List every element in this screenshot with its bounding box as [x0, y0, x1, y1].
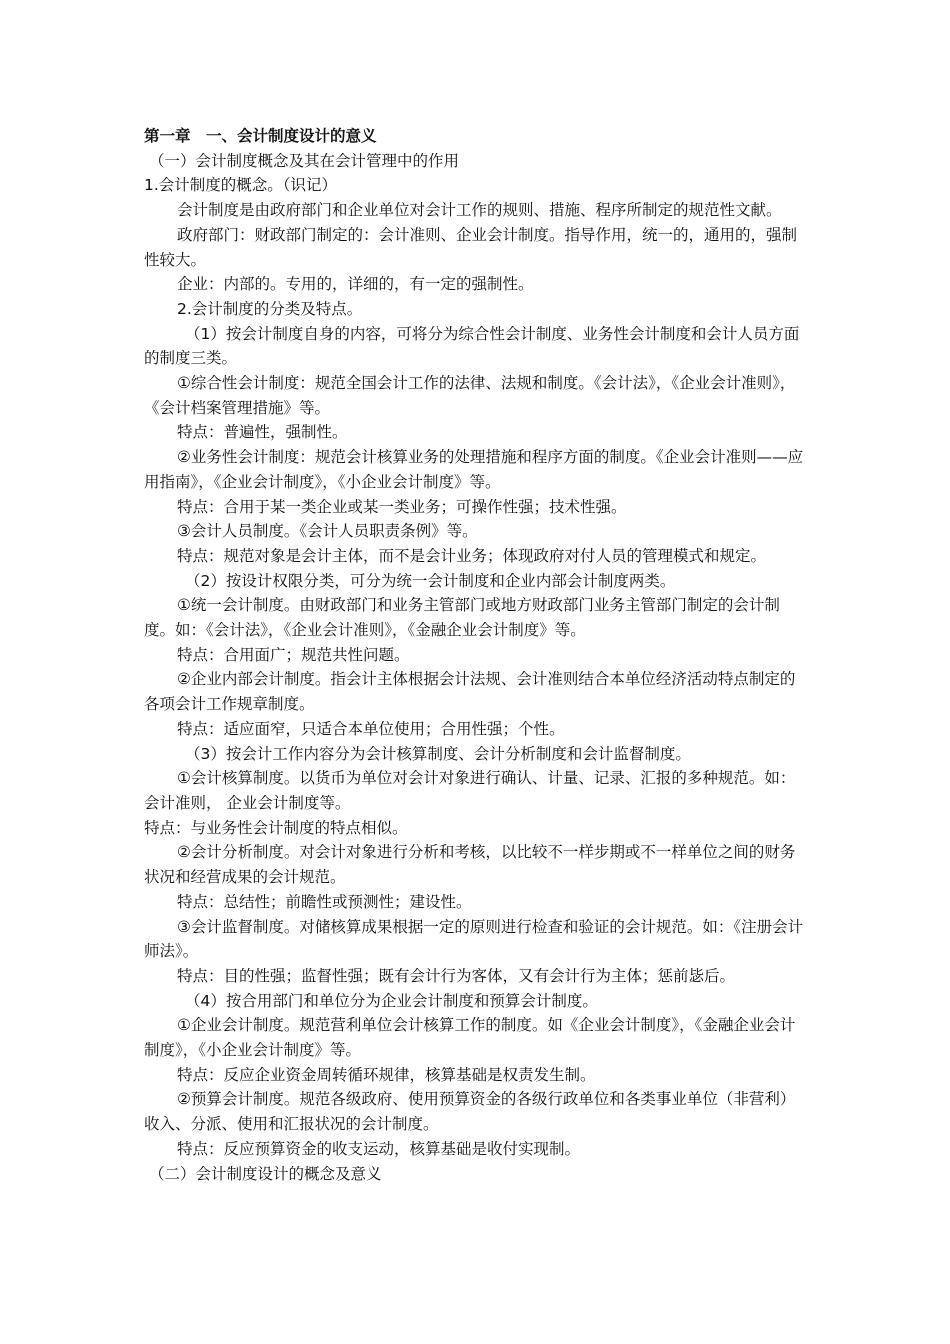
- paragraph: ③会计人员制度。《会计人员职责条例》等。: [177, 522, 478, 541]
- paragraph: 特点：规范对象是会计主体，而不是会计业务；体现政府对付人员的管理模式和规定。: [177, 546, 767, 565]
- paragraph: ②企业内部会计制度。指会计主体根据会计法规、会计准则结合本单位经济活动特点制定的各项会计工作规章制度。: [144, 670, 796, 714]
- paragraph: 特点：目的性强；监督性强；既有会计行为客体，又有会计行为主体；惩前毖后。: [177, 966, 736, 985]
- paragraph: ②预算会计制度。规范各级政府、使用预算资金的各级行政单位和各类事业单位（非营利）收入、分派、使用和汇报状况的会计制度。: [144, 1090, 796, 1134]
- paragraph: （1）按会计制度自身的内容，可将分为综合性会计制度、业务性会计制度和会计人员方面的制度三类。: [144, 324, 800, 368]
- paragraph: 特点：合用面广；规范共性问题。: [177, 645, 410, 664]
- document-body: [144, 149, 809, 1187]
- paragraph: ②业务性会计制度：规范会计核算业务的处理措施和程序方面的制度。《企业会计准则——应用指南》，《企业会计制度》，《小企业会计制度》等。: [144, 448, 804, 491]
- paragraph: （一）会计制度概念及其在会计管理中的作用: [149, 151, 460, 170]
- document-page: [144, 124, 809, 1186]
- paragraph: 会计制度是由政府部门和企业单位对会计工作的规则、措施、程序所制定的规范性文献。: [177, 201, 782, 220]
- paragraph: （3）按会计工作内容分为会计核算制度、会计分析制度和会计监督制度。: [185, 744, 691, 763]
- paragraph: ①会计核算制度。以货币为单位对会计对象进行确认、计量、记录、汇报的多种规范。如：会计准则， 企业会计制度等。: [144, 769, 796, 812]
- paragraph: 2.会计制度的分类及特点。: [177, 299, 363, 318]
- paragraph: 特点：反应预算资金的收支运动，核算基础是收付实现制。: [177, 1139, 581, 1158]
- paragraph: ①企业会计制度。规范营利单位会计核算工作的制度。如《企业会计制度》，《金融企业会计制度》，《小企业会计制度》等。: [144, 1016, 796, 1060]
- paragraph: 1.会计制度的概念。（识记）: [144, 176, 338, 195]
- paragraph: 企业：内部的。专用的，详细的，有一定的强制性。: [177, 275, 534, 294]
- paragraph: 特点：与业务性会计制度的特点相似。: [144, 818, 408, 837]
- paragraph: ①综合性会计制度：规范全国会计工作的法律、法规和制度。《会计法》，《企业会计准则》，《会计档案管理措施》等。: [144, 374, 796, 417]
- paragraph: 特点：总结性；前瞻性或预测性；建设性。: [177, 892, 472, 911]
- paragraph: ①统一会计制度。由财政部门和业务主管部门或地方财政部门业务主管部门制定的会计制度。如：《会计法》，《企业会计准则》，《金融企业会计制度》等。: [144, 596, 780, 640]
- chapter-title: 第一章 一、会计制度设计的意义: [144, 127, 377, 145]
- paragraph: 特点：普遍性，强制性。: [177, 423, 348, 442]
- paragraph: ②会计分析制度。对会计对象进行分析和考核，以比较不一样步期或不一样单位之间的财务状况和经营成果的会计规范。: [144, 843, 796, 887]
- paragraph: 特点：合用于某一类企业或某一类业务；可操作性强；技术性强。: [177, 497, 627, 516]
- paragraph: 政府部门：财政部门制定的：会计准则、企业会计制度。指导作用，统一的，通用的，强制性较大。: [144, 225, 798, 269]
- paragraph: ③会计监督制度。对储核算成果根据一定的原则进行检查和验证的会计规范。如：《注册会计师法》。: [144, 917, 804, 961]
- paragraph: 特点：适应面窄，只适合本单位使用；合用性强；个性。: [177, 719, 565, 738]
- paragraph: （4）按合用部门和单位分为企业会计制度和预算会计制度。: [185, 991, 598, 1010]
- paragraph: 特点：反应企业资金周转循环规律，核算基础是权责发生制。: [177, 1065, 596, 1084]
- paragraph: （2）按设计权限分类，可分为统一会计制度和企业内部会计制度两类。: [185, 571, 676, 590]
- paragraph: （二）会计制度设计的概念及意义: [149, 1164, 382, 1183]
